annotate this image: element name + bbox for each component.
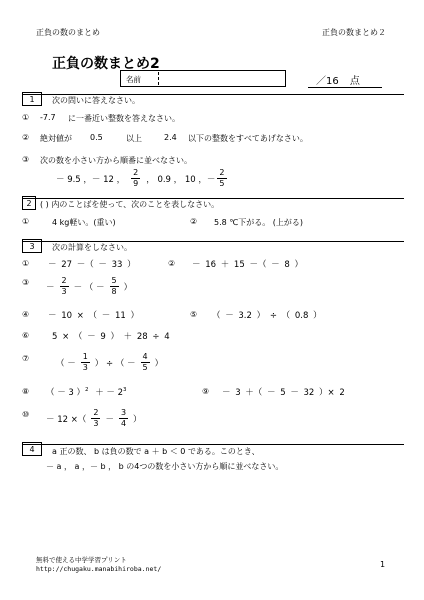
q3-2-mark: ②: [168, 259, 176, 268]
q1-2-label: 絶対値が: [40, 134, 72, 143]
section-divider: [22, 444, 404, 445]
section-number-3: 3: [22, 239, 42, 253]
name-divider: [158, 72, 159, 85]
q3-7-frac-b: [141, 352, 150, 373]
q1-1-mark: ①: [22, 113, 30, 122]
q3-7-pre: （ －: [56, 358, 76, 369]
q1-3-seq-a: － 9.5 ，－ 12 ，: [56, 174, 126, 185]
score-underline: [308, 87, 382, 88]
frac-numerator: 1: [82, 352, 88, 361]
frac-denominator: 9: [133, 179, 139, 188]
q3-8-exp-a: 2: [85, 387, 89, 394]
section-number-2: 2: [22, 196, 36, 210]
q3-3-mark: ③: [22, 278, 30, 287]
q3-9-mark: ⑨: [202, 387, 210, 396]
q3-3-frac-b: [110, 276, 119, 297]
section-number-4: 4: [22, 442, 42, 456]
score: [316, 72, 360, 87]
q3-8-expr-a: （ － 3 ）: [46, 388, 86, 398]
q3-9-expr: － 3 ＋（ － 5 － 32 ）× 2: [222, 388, 345, 398]
section1-heading: 次の問いに答えなさい。: [52, 96, 140, 105]
q3-2-expr: － 16 ＋ 15 －（ － 8 ）: [192, 260, 303, 270]
q3-1-mark: ①: [22, 259, 30, 268]
q1-3-sequence: [56, 168, 229, 189]
score-total: ／16: [316, 76, 339, 87]
q3-5-mark: ⑤: [190, 310, 198, 319]
q3-3-mid: － （ －: [73, 282, 105, 293]
q1-3-text: 次の数を小さい方から順番に並べなさい。: [40, 156, 192, 165]
q3-7-mark: ⑦: [22, 354, 30, 363]
frac-denominator: 5: [142, 363, 148, 372]
q3-10-post: ）: [133, 414, 142, 425]
section4-line2: － a ， a ，－ b ， b の4つの数を小さい方から順に並べなさい。: [46, 462, 284, 471]
frac-numerator: 2: [61, 276, 67, 285]
frac-numerator: 3: [120, 408, 127, 417]
page-number: 1: [380, 560, 386, 569]
q3-10-expr: [46, 408, 142, 429]
frac-denominator: 3: [93, 419, 99, 428]
q3-5-expr: （ － 3.2 ） ÷ （ 0.8 ）: [212, 311, 322, 321]
header-right: 正負の数まとめ２: [322, 28, 386, 37]
q3-3-post: ）: [123, 282, 133, 293]
q3-7-expr: [56, 352, 163, 373]
q3-8-exp-b: 3: [123, 387, 127, 394]
q2-1-text: 4 kg軽い。(重い): [52, 218, 116, 227]
q3-6-expr: 5 × （ － 9 ） ＋ 28 ÷ 4: [52, 332, 170, 342]
q3-8-mark: ⑧: [22, 387, 30, 396]
frac-numerator: 4: [142, 352, 148, 361]
section-number-1: 1: [22, 92, 42, 106]
q3-10-frac-b: [119, 408, 128, 429]
q1-1-text: に一番近い整数を答えなさい。: [68, 114, 180, 123]
q2-1-mark: ①: [22, 217, 30, 226]
q2-2-mark: ②: [190, 217, 198, 226]
q3-4-mark: ④: [22, 310, 30, 319]
q2-2-text: 5.8 ℃下がる。 (上がる): [214, 218, 304, 227]
frac-denominator: 3: [61, 287, 67, 296]
q1-2-mid: 以上: [126, 134, 142, 143]
footer-url[interactable]: http://chugaku.manabihiroba.net/: [36, 565, 162, 573]
footer-brand: 無料で使える中学学習プリント: [36, 556, 127, 564]
q3-7-post: ）: [154, 358, 164, 369]
q3-6-mark: ⑥: [22, 331, 30, 340]
q3-3-expr: [46, 276, 132, 297]
q1-2-a: 0.5: [90, 133, 103, 142]
q1-2-end: 以下の整数をすべてあげなさい。: [188, 134, 308, 143]
q3-7-mid: ） ÷ （ －: [94, 358, 136, 369]
q3-8-expr: [46, 386, 127, 398]
frac-denominator: 3: [82, 363, 88, 372]
q3-7-frac-a: [81, 352, 90, 373]
q1-2-b: 2.4: [164, 133, 177, 142]
frac-numerator: 5: [111, 276, 117, 285]
header-left: 正負の数のまとめ: [36, 28, 100, 37]
q3-1-expr: － 27 －（ － 33 ）: [48, 260, 136, 270]
frac-denominator: 5: [219, 179, 225, 188]
q3-10-pre: － 12 ×（: [46, 414, 87, 425]
frac-denominator: 4: [120, 419, 127, 428]
section3-heading: 次の計算をしなさい。: [52, 243, 132, 252]
q3-10-mark: ⑩: [22, 410, 30, 419]
q1-3-mark: ③: [22, 155, 30, 164]
q1-3-frac-b: [217, 168, 226, 189]
q3-10-frac-a: [91, 408, 100, 429]
q1-2-mark: ②: [22, 133, 30, 142]
q1-1-value: -7.7: [40, 113, 56, 122]
page-title: 正負の数まとめ2: [52, 56, 160, 72]
name-box: [120, 70, 286, 87]
frac-denominator: 8: [111, 287, 117, 296]
name-label: 名前: [126, 75, 141, 84]
q3-3-frac-a: [60, 276, 69, 297]
q3-4-expr: － 10 × （ － 11 ）: [48, 311, 139, 321]
frac-numerator: 2: [219, 168, 225, 177]
q1-3-frac-a: [131, 168, 140, 189]
q3-10-mid: －: [105, 414, 114, 425]
frac-numerator: 2: [133, 168, 139, 177]
q1-3-seq-b: ， 0.9 ， 10 ，－: [146, 174, 216, 185]
section2-heading: ( ) 内のことばを使って、次のことを表しなさい。: [40, 200, 220, 209]
section4-line1: a 正の数、 b は負の数で a ＋ b ＜ 0 である。このとき、: [52, 447, 260, 456]
score-unit: 点: [349, 76, 360, 87]
frac-numerator: 2: [93, 408, 99, 417]
q3-3-pre: －: [46, 282, 55, 293]
q3-8-expr-b: ＋ － 2: [95, 388, 124, 398]
